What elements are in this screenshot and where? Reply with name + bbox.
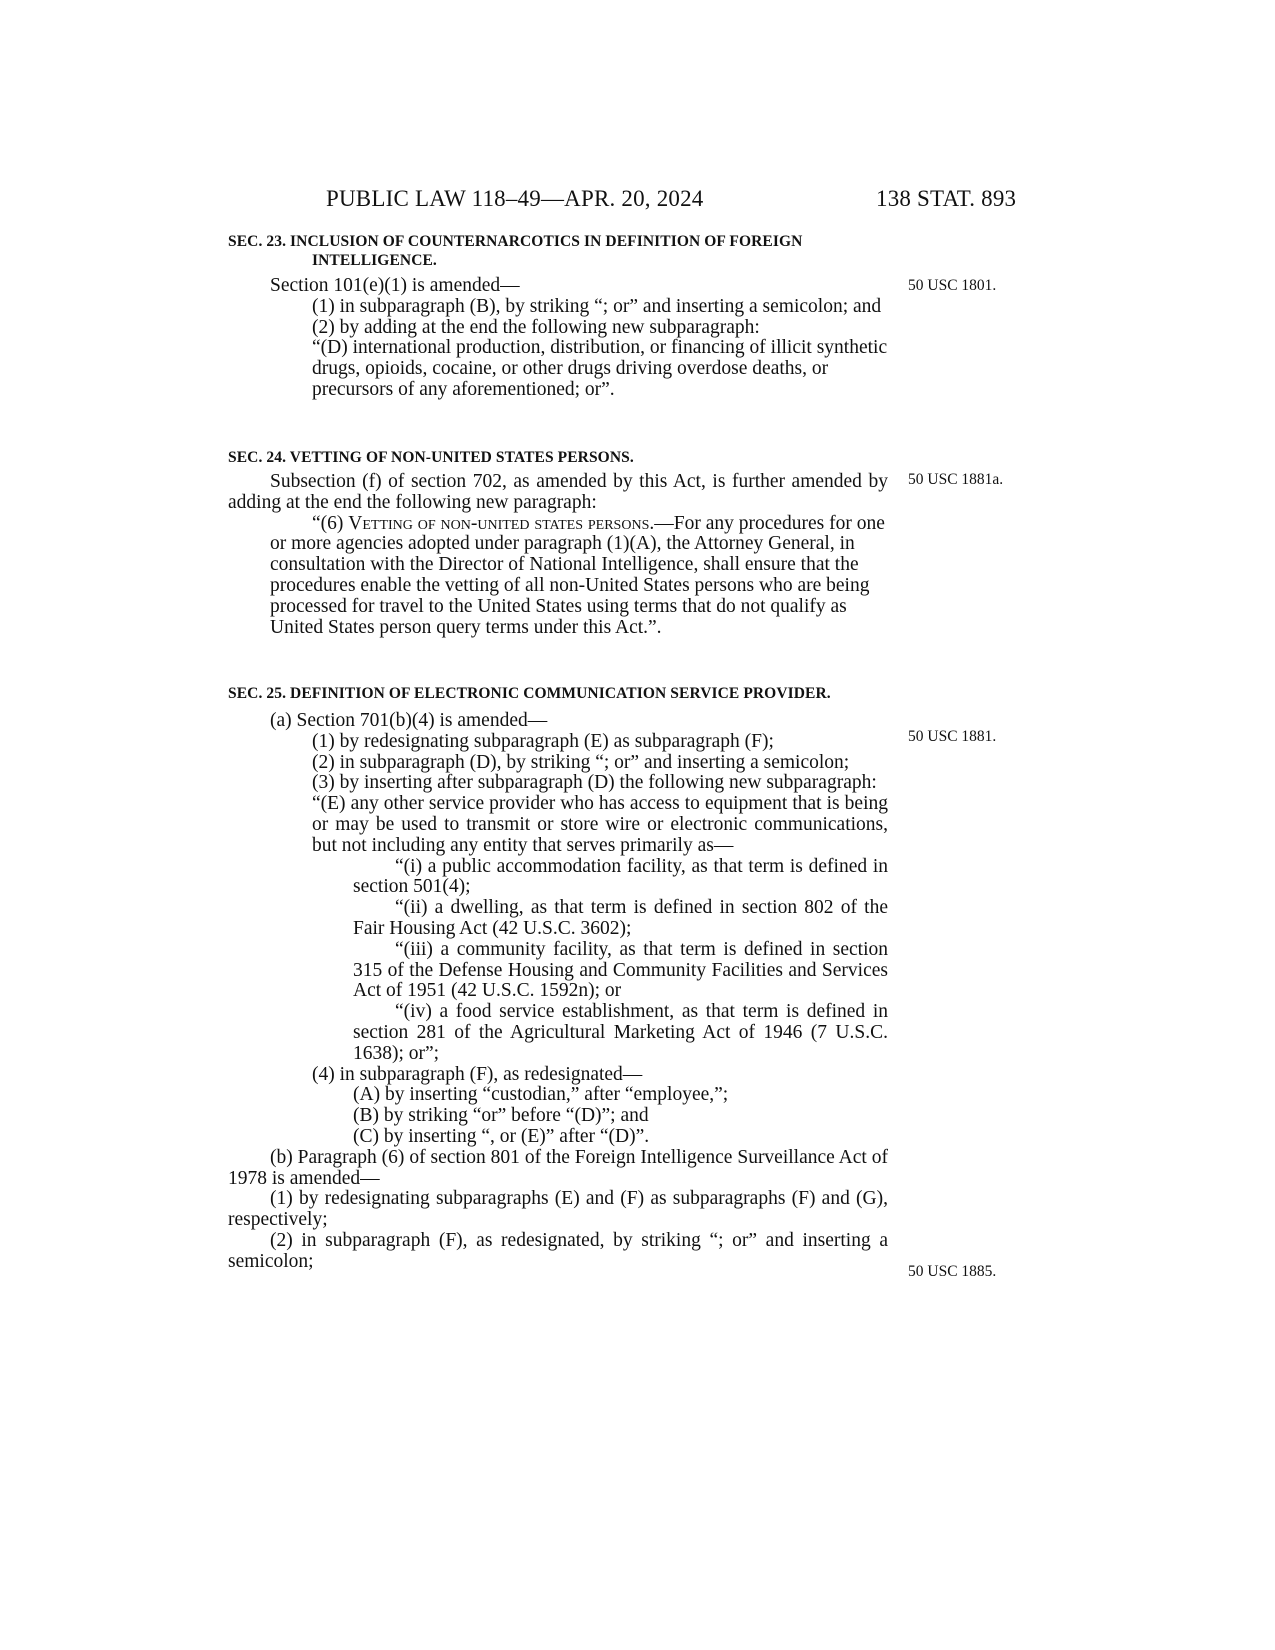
section-25-a-4: (4) in subparagraph (F), as redesignated— — [312, 1063, 643, 1085]
section-23-subpara-d: “(D) international production, distribution, or financing of illicit synthetic drugs, opioids, cocaine, or other drugs driving overdose deaths, or precursors of any aforementioned; or”. — [312, 337, 888, 400]
public-law-title: PUBLIC LAW 118–49—APR. 20, 2024 — [326, 186, 704, 211]
margin-note-sec24: 50 USC 1881a. — [908, 471, 1004, 488]
section-23-heading: SEC. 23. INCLUSION OF COUNTERNARCOTICS IN DEFINITION OF FOREIGN INTELLIGENCE. — [228, 233, 803, 269]
stat-page-number: 138 STAT. 893 — [876, 186, 1017, 211]
running-header — [0, 186, 1275, 216]
section-24-intro: Subsection (f) of section 702, as amended by this Act, is further amended by adding at the end the following new paragraph: — [228, 471, 888, 513]
section-25-b: (b) Paragraph (6) of section 801 of the Foreign Intelligence Surveillance Act of 1978 is amended— — [228, 1146, 888, 1189]
section-25-a-1: (1) by redesignating subparagraph (E) as subparagraph (F); — [312, 730, 774, 752]
section-25-a-e-ii: “(ii) a dwelling, as that term is defined in section 802 of the Fair Housing Act (42 U.S.C. 3602); — [353, 897, 888, 939]
section-25 — [228, 684, 888, 1273]
section-25-a-4-c: (C) by inserting “, or (E)” after “(D)”. — [353, 1125, 650, 1147]
section-25-a-e-i: “(i) a public accommodation facility, as that term is defined in section 501(4); — [353, 855, 888, 898]
section-25-a-4-a: (A) by inserting “custodian,” after “employee,”; — [353, 1084, 729, 1106]
margin-note-sec25b: 50 USC 1885. — [908, 1263, 997, 1280]
section-25-a-4-b: (B) by striking “or” before “(D)”; and — [353, 1105, 649, 1127]
section-24-para-6: “(6) Vetting of non-united states persons.—For any procedures for one or more agencies adopted under paragraph (1)(A), the Attorney General, in consultation with the Director of National Intelligence, shall ensure that the procedures enable the vetting of all non-United States persons who are being processed for travel to the United States using terms that do not qualify as United States person query terms under this Act.”. — [270, 512, 885, 638]
section-25-a-3: (3) by inserting after subparagraph (D) the following new subparagraph: — [312, 772, 877, 794]
section-23-para-2: (2) by adding at the end the following new subparagraph: — [312, 316, 760, 338]
section-25-heading: SEC. 25. DEFINITION OF ELECTRONIC COMMUNICATION SERVICE PROVIDER. — [228, 685, 831, 702]
section-25-a-e: “(E) any other service provider who has access to equipment that is being or may be used to transmit or store wire or electronic communications, but not including any entity that serves primarily as— — [312, 793, 888, 856]
section-23 — [228, 232, 888, 401]
margin-note-sec25a: 50 USC 1881. — [908, 728, 997, 745]
section-25-a: (a) Section 701(b)(4) is amended— — [270, 710, 548, 731]
section-24 — [228, 448, 888, 638]
section-24-caption: Vetting of non-united states persons. — [348, 512, 655, 534]
section-25-b-2: (2) in subparagraph (F), as redesignated, by striking “; or” and inserting a semicolon; — [228, 1229, 888, 1272]
section-24-heading: SEC. 24. VETTING OF NON-UNITED STATES PERSONS. — [228, 449, 634, 466]
section-25-b-1: (1) by redesignating subparagraphs (E) and (F) as subparagraphs (F) and (G), respectively; — [228, 1188, 888, 1231]
section-25-a-e-iv: “(iv) a food service establishment, as that term is defined in section 281 of the Agricultural Marketing Act of 1946 (7 U.S.C. 1638); or”; — [353, 1001, 888, 1064]
section-25-a-2: (2) in subparagraph (D), by striking “; or” and inserting a semicolon; — [312, 751, 850, 773]
section-23-para-1: (1) in subparagraph (B), by striking “; or” and inserting a semicolon; and — [312, 295, 882, 317]
section-25-a-e-iii: “(iii) a community facility, as that term is defined in section 315 of the Defense Housing and Community Facilities and Services Act of 1951 (42 U.S.C. 1592n); or — [353, 938, 888, 1002]
section-23-intro: Section 101(e)(1) is amended— — [270, 275, 520, 296]
margin-note-sec23: 50 USC 1801. — [908, 277, 997, 294]
